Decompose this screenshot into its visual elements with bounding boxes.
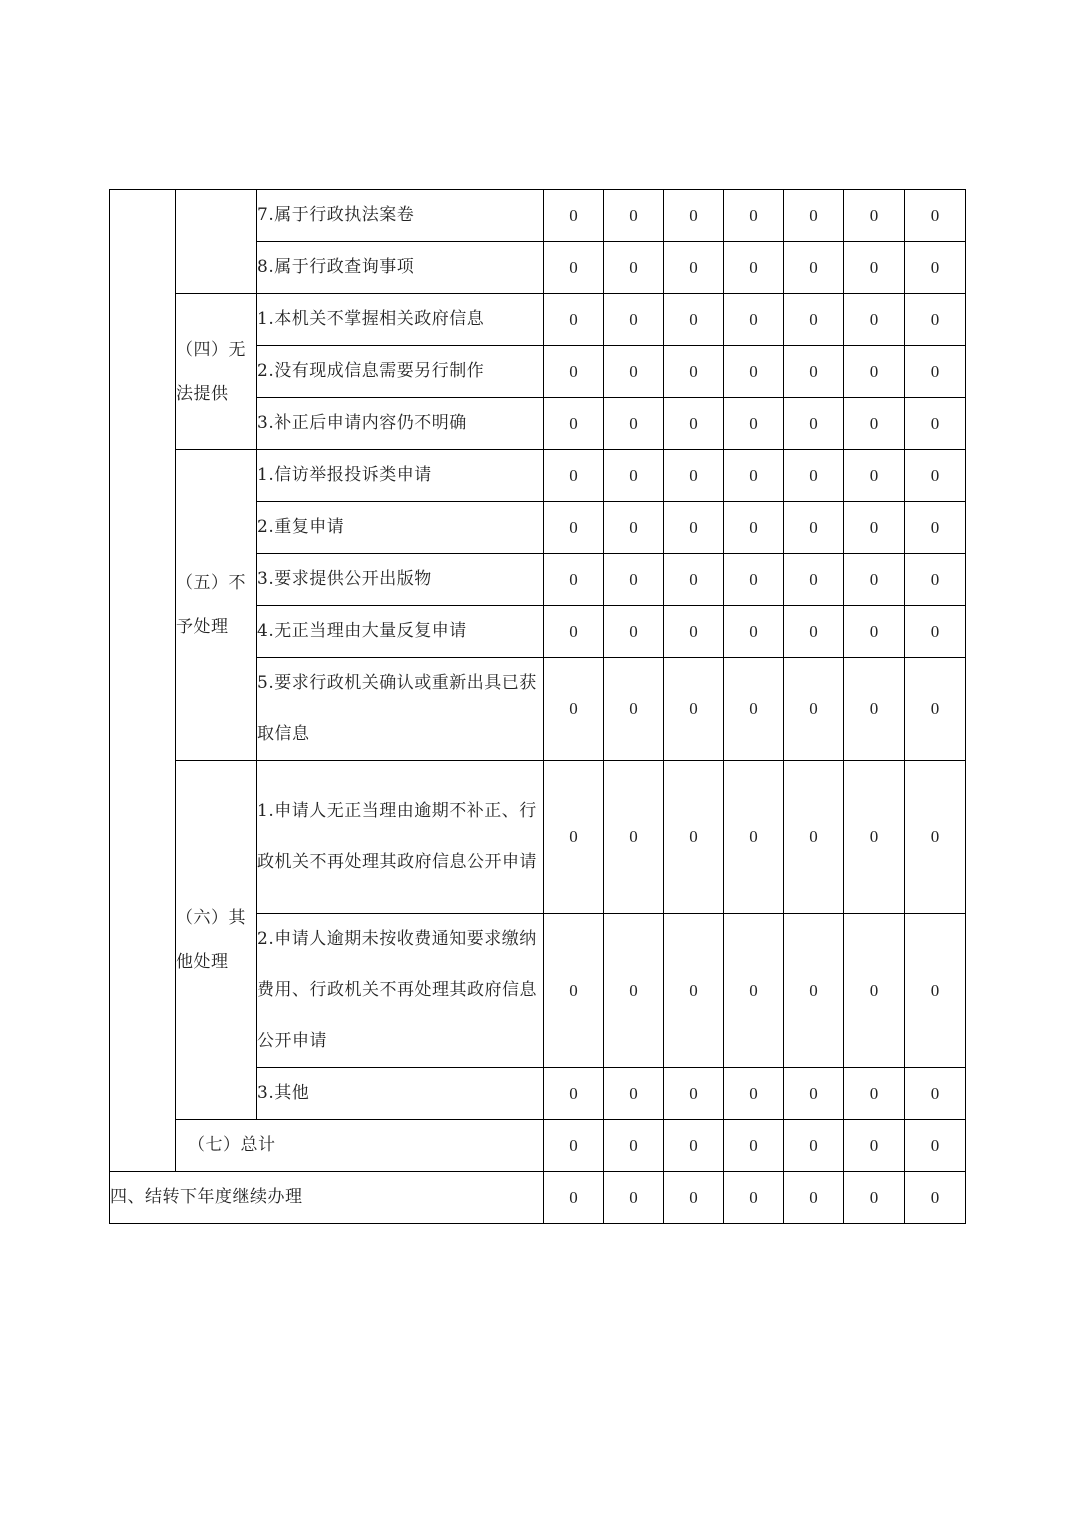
value-cell: 0 [905, 502, 966, 554]
row-label: 3.补正后申请内容仍不明确 [257, 398, 544, 450]
value-cell: 0 [544, 1120, 604, 1172]
value-cell: 0 [905, 658, 966, 761]
value-cell: 0 [664, 554, 724, 606]
value-cell: 0 [724, 190, 784, 242]
value-cell: 0 [905, 1172, 966, 1224]
value-cell: 0 [844, 658, 905, 761]
value-cell: 0 [604, 346, 664, 398]
value-cell: 0 [784, 1120, 844, 1172]
value-cell: 0 [844, 1172, 905, 1224]
value-cell: 0 [664, 294, 724, 346]
value-cell: 0 [905, 450, 966, 502]
value-cell: 0 [664, 761, 724, 914]
value-cell: 0 [604, 761, 664, 914]
value-cell: 0 [664, 398, 724, 450]
value-cell: 0 [905, 761, 966, 914]
value-cell: 0 [905, 294, 966, 346]
value-cell: 0 [844, 1120, 905, 1172]
row-label: 1.申请人无正当理由逾期不补正、行政机关不再处理其政府信息公开申请 [257, 761, 544, 914]
value-cell: 0 [844, 242, 905, 294]
table-row [110, 761, 966, 914]
value-cell: 0 [905, 242, 966, 294]
value-cell: 0 [724, 450, 784, 502]
value-cell: 0 [844, 502, 905, 554]
value-cell: 0 [664, 346, 724, 398]
value-cell: 0 [905, 554, 966, 606]
row-label: 3.要求提供公开出版物 [257, 554, 544, 606]
value-cell: 0 [784, 606, 844, 658]
value-cell: 0 [905, 1068, 966, 1120]
value-cell: 0 [784, 398, 844, 450]
value-cell: 0 [724, 1172, 784, 1224]
value-cell: 0 [724, 294, 784, 346]
value-cell: 0 [784, 1068, 844, 1120]
value-cell: 0 [604, 190, 664, 242]
value-cell: 0 [604, 242, 664, 294]
value-cell: 0 [844, 761, 905, 914]
value-cell: 0 [664, 190, 724, 242]
value-cell: 0 [544, 450, 604, 502]
row-label: 4.无正当理由大量反复申请 [257, 606, 544, 658]
value-cell: 0 [844, 914, 905, 1068]
value-cell: 0 [724, 502, 784, 554]
value-cell: 0 [544, 554, 604, 606]
row-label: 7.属于行政执法案卷 [257, 190, 544, 242]
value-cell: 0 [544, 398, 604, 450]
value-cell: 0 [604, 450, 664, 502]
value-cell: 0 [724, 606, 784, 658]
value-cell: 0 [544, 502, 604, 554]
value-cell: 0 [784, 761, 844, 914]
value-cell: 0 [544, 606, 604, 658]
value-cell: 0 [784, 346, 844, 398]
row-label: 2.没有现成信息需要另行制作 [257, 346, 544, 398]
value-cell: 0 [604, 1172, 664, 1224]
value-cell: 0 [905, 606, 966, 658]
value-cell: 0 [544, 761, 604, 914]
table-row [110, 294, 966, 346]
group-cell-continued [176, 190, 257, 294]
value-cell: 0 [664, 450, 724, 502]
value-cell: 0 [784, 914, 844, 1068]
row-label: 2.申请人逾期未按收费通知要求缴纳费用、行政机关不再处理其政府信息公开申请 [257, 914, 544, 1068]
row-label: 2.重复申请 [257, 502, 544, 554]
row-label: 8.属于行政查询事项 [257, 242, 544, 294]
value-cell: 0 [724, 914, 784, 1068]
group-label-other-handling: （六）其他处理 [176, 761, 257, 1120]
value-cell: 0 [784, 294, 844, 346]
value-cell: 0 [724, 398, 784, 450]
table-row-total [110, 1120, 966, 1172]
table-row [110, 190, 966, 242]
value-cell: 0 [664, 502, 724, 554]
value-cell: 0 [844, 294, 905, 346]
value-cell: 0 [664, 242, 724, 294]
group-label-cannot-provide: （四）无法提供 [176, 294, 257, 450]
value-cell: 0 [604, 914, 664, 1068]
value-cell: 0 [905, 190, 966, 242]
value-cell: 0 [604, 658, 664, 761]
value-cell: 0 [724, 1068, 784, 1120]
value-cell: 0 [544, 914, 604, 1068]
value-cell: 0 [905, 1120, 966, 1172]
value-cell: 0 [544, 658, 604, 761]
value-cell: 0 [604, 1068, 664, 1120]
value-cell: 0 [784, 554, 844, 606]
value-cell: 0 [844, 554, 905, 606]
value-cell: 0 [844, 450, 905, 502]
value-cell: 0 [664, 606, 724, 658]
value-cell: 0 [784, 242, 844, 294]
outer-category-cell [110, 190, 176, 1172]
value-cell: 0 [784, 450, 844, 502]
value-cell: 0 [544, 242, 604, 294]
value-cell: 0 [604, 606, 664, 658]
value-cell: 0 [724, 346, 784, 398]
table-row-carry-over [110, 1172, 966, 1224]
value-cell: 0 [604, 294, 664, 346]
value-cell: 0 [544, 1172, 604, 1224]
value-cell: 0 [664, 1172, 724, 1224]
value-cell: 0 [905, 914, 966, 1068]
value-cell: 0 [844, 398, 905, 450]
value-cell: 0 [844, 606, 905, 658]
value-cell: 0 [544, 190, 604, 242]
value-cell: 0 [544, 346, 604, 398]
value-cell: 0 [544, 294, 604, 346]
value-cell: 0 [724, 1120, 784, 1172]
value-cell: 0 [604, 1120, 664, 1172]
value-cell: 0 [784, 190, 844, 242]
value-cell: 0 [784, 658, 844, 761]
row-label: 3.其他 [257, 1068, 544, 1120]
value-cell: 0 [784, 502, 844, 554]
value-cell: 0 [604, 398, 664, 450]
value-cell: 0 [724, 761, 784, 914]
value-cell: 0 [844, 346, 905, 398]
statistics-table [109, 189, 966, 1224]
value-cell: 0 [724, 554, 784, 606]
value-cell: 0 [844, 1068, 905, 1120]
value-cell: 0 [905, 398, 966, 450]
carry-over-label: 四、结转下年度继续办理 [110, 1172, 544, 1224]
row-label: 1.本机关不掌握相关政府信息 [257, 294, 544, 346]
value-cell: 0 [664, 1068, 724, 1120]
table-row [110, 450, 966, 502]
row-label: 1.信访举报投诉类申请 [257, 450, 544, 502]
value-cell: 0 [724, 242, 784, 294]
group-label-not-processed: （五）不予处理 [176, 450, 257, 761]
value-cell: 0 [664, 914, 724, 1068]
value-cell: 0 [724, 658, 784, 761]
row-label: 5.要求行政机关确认或重新出具已获取信息 [257, 658, 544, 761]
value-cell: 0 [905, 346, 966, 398]
value-cell: 0 [844, 190, 905, 242]
value-cell: 0 [604, 502, 664, 554]
value-cell: 0 [784, 1172, 844, 1224]
value-cell: 0 [544, 1068, 604, 1120]
value-cell: 0 [664, 658, 724, 761]
value-cell: 0 [664, 1120, 724, 1172]
value-cell: 0 [604, 554, 664, 606]
total-label: （七）总计 [176, 1120, 544, 1172]
